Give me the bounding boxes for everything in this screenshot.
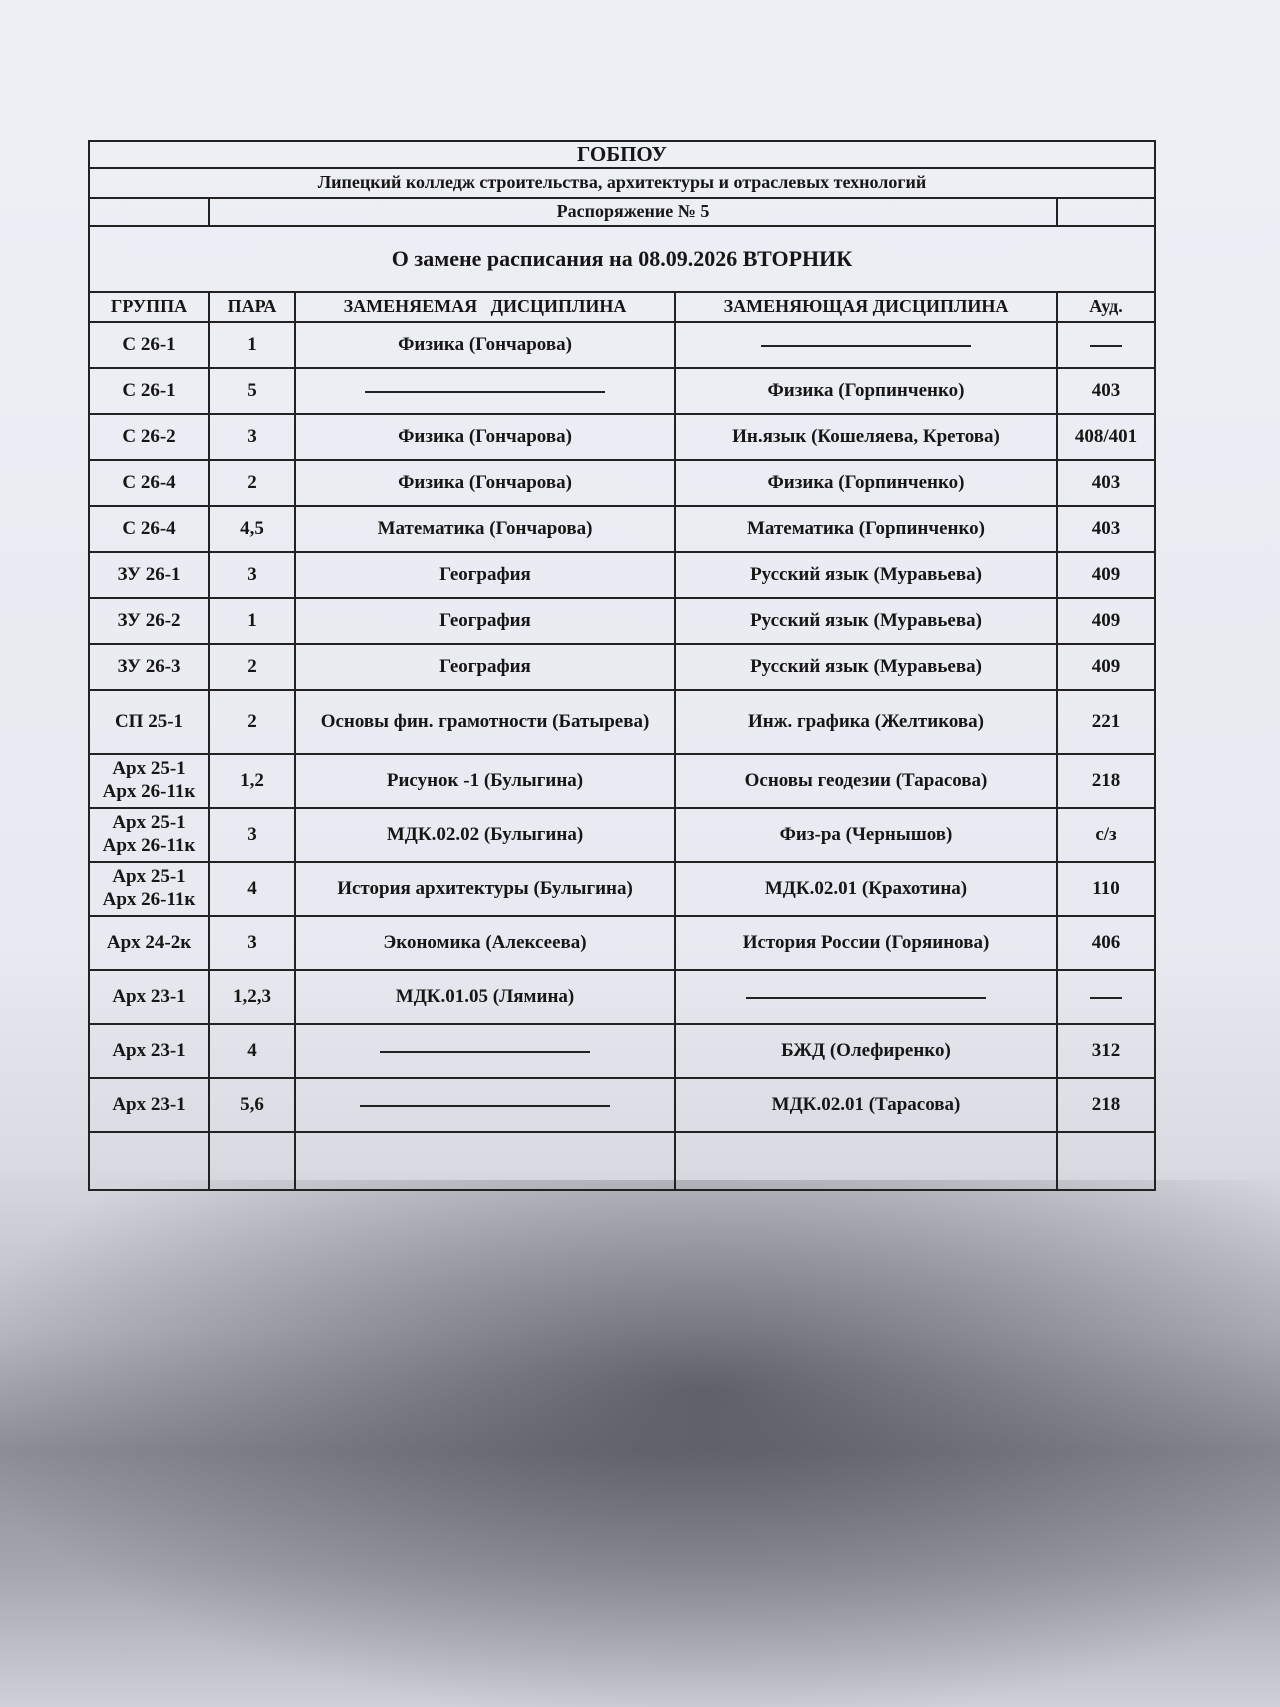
- pair-cell: 3: [209, 916, 295, 970]
- org-name: ГОБПОУ: [89, 141, 1155, 168]
- replacing-cell: Физика (Горпинченко): [675, 460, 1057, 506]
- group-cell: Арх 23-1: [89, 970, 209, 1024]
- order-number: Распоряжение № 5: [209, 198, 1057, 226]
- room-cell: 409: [1057, 644, 1155, 690]
- blank-cell: [89, 198, 209, 226]
- pair-cell: 1: [209, 322, 295, 368]
- group-cell: С 26-4: [89, 506, 209, 552]
- room-cell: [1057, 970, 1155, 1024]
- replacing-cell: Инж. графика (Желтикова): [675, 690, 1057, 754]
- group-cell: СП 25-1: [89, 690, 209, 754]
- group-name: Арх 25-1: [112, 812, 186, 834]
- pair-cell: 1: [209, 598, 295, 644]
- group-cell: С 26-1: [89, 368, 209, 414]
- blank-cell: [209, 1132, 295, 1190]
- replaced-cell: Физика (Гончарова): [295, 322, 675, 368]
- group-name: Арх 26-11к: [102, 781, 196, 803]
- room-cell: 403: [1057, 368, 1155, 414]
- replaced-cell: МДК.02.02 (Булыгина): [295, 808, 675, 862]
- group-cell: Арх 24-2к: [89, 916, 209, 970]
- replacing-cell: МДК.02.01 (Крахотина): [675, 862, 1057, 916]
- blank-line: [380, 1049, 590, 1053]
- table-row: [89, 598, 1155, 644]
- replaced-cell: Экономика (Алексеева): [295, 916, 675, 970]
- replacing-cell: Основы геодезии (Тарасова): [675, 754, 1057, 808]
- pair-cell: 3: [209, 414, 295, 460]
- table-row: [89, 916, 1155, 970]
- pair-cell: 1,2,3: [209, 970, 295, 1024]
- replacing-cell: Физика (Горпинченко): [675, 368, 1057, 414]
- table-row: [89, 808, 1155, 862]
- group-cell: [89, 808, 209, 862]
- table-row: [89, 644, 1155, 690]
- blank-line: [365, 389, 605, 393]
- group-cell: ЗУ 26-2: [89, 598, 209, 644]
- replaced-cell: Математика (Гончарова): [295, 506, 675, 552]
- blank-line: [1090, 995, 1122, 999]
- group-cell: ЗУ 26-3: [89, 644, 209, 690]
- replacing-cell: МДК.02.01 (Тарасова): [675, 1078, 1057, 1132]
- pair-cell: 4,5: [209, 506, 295, 552]
- table-row: [89, 414, 1155, 460]
- blank-line: [360, 1103, 610, 1107]
- table-row: [89, 970, 1155, 1024]
- pair-cell: 5,6: [209, 1078, 295, 1132]
- table-row: [89, 552, 1155, 598]
- table-row: [89, 460, 1155, 506]
- replacement-table: [88, 140, 1156, 1191]
- pair-cell: 3: [209, 552, 295, 598]
- room-cell: 312: [1057, 1024, 1155, 1078]
- group-cell: Арх 23-1: [89, 1078, 209, 1132]
- pair-cell: 3: [209, 808, 295, 862]
- room-cell: с/з: [1057, 808, 1155, 862]
- pair-cell: 1,2: [209, 754, 295, 808]
- page-title: О замене расписания на 08.09.2026 ВТОРНИК: [89, 226, 1155, 292]
- replaced-cell: [295, 368, 675, 414]
- pair-cell: 4: [209, 1024, 295, 1078]
- col-header-replacing: ЗАМЕНЯЮЩАЯ ДИСЦИПЛИНА: [675, 292, 1057, 322]
- photo-shadow: [0, 1180, 1280, 1707]
- group-cell: С 26-4: [89, 460, 209, 506]
- pair-cell: 2: [209, 690, 295, 754]
- replacing-cell: [675, 322, 1057, 368]
- blank-line: [761, 343, 971, 347]
- table-row: [89, 368, 1155, 414]
- replaced-cell: Основы фин. грамотности (Батырева): [295, 690, 675, 754]
- room-cell: 110: [1057, 862, 1155, 916]
- pair-cell: 4: [209, 862, 295, 916]
- group-name: Арх 25-1: [112, 866, 186, 888]
- replacing-cell: БЖД (Олефиренко): [675, 1024, 1057, 1078]
- room-cell: 403: [1057, 506, 1155, 552]
- room-cell: 409: [1057, 552, 1155, 598]
- replaced-cell: Физика (Гончарова): [295, 414, 675, 460]
- col-header-replaced: ЗАМЕНЯЕМАЯ ДИСЦИПЛИНА: [295, 292, 675, 322]
- replacing-cell: Русский язык (Муравьева): [675, 598, 1057, 644]
- table-row-empty: [89, 1132, 1155, 1190]
- pair-cell: 2: [209, 460, 295, 506]
- group-name: Арх 25-1: [112, 758, 186, 780]
- group-cell: С 26-2: [89, 414, 209, 460]
- blank-cell: [1057, 198, 1155, 226]
- room-cell: 218: [1057, 754, 1155, 808]
- table-row: [89, 1078, 1155, 1132]
- table-row: [89, 754, 1155, 808]
- replaced-cell: Физика (Гончарова): [295, 460, 675, 506]
- group-name: Арх 26-11к: [102, 835, 196, 857]
- blank-cell: [1057, 1132, 1155, 1190]
- document-sheet: [88, 140, 1154, 1191]
- pair-cell: 2: [209, 644, 295, 690]
- replacing-cell: Физ-ра (Чернышов): [675, 808, 1057, 862]
- room-cell: [1057, 322, 1155, 368]
- replaced-cell: География: [295, 552, 675, 598]
- group-cell: [89, 862, 209, 916]
- room-cell: 408/401: [1057, 414, 1155, 460]
- table-row: [89, 506, 1155, 552]
- college-name: Липецкий колледж строительства, архитектуры и отраслевых технологий: [89, 168, 1155, 198]
- group-cell: ЗУ 26-1: [89, 552, 209, 598]
- room-cell: 406: [1057, 916, 1155, 970]
- replaced-cell: География: [295, 598, 675, 644]
- table-row: [89, 690, 1155, 754]
- col-header-room: Ауд.: [1057, 292, 1155, 322]
- pair-cell: 5: [209, 368, 295, 414]
- replaced-cell: География: [295, 644, 675, 690]
- replaced-cell: МДК.01.05 (Лямина): [295, 970, 675, 1024]
- replacing-cell: Русский язык (Муравьева): [675, 552, 1057, 598]
- replacing-cell: Русский язык (Муравьева): [675, 644, 1057, 690]
- replacing-cell: Ин.язык (Кошеляева, Кретова): [675, 414, 1057, 460]
- replaced-cell: История архитектуры (Булыгина): [295, 862, 675, 916]
- replacing-cell: [675, 970, 1057, 1024]
- room-cell: 409: [1057, 598, 1155, 644]
- room-cell: 218: [1057, 1078, 1155, 1132]
- blank-cell: [295, 1132, 675, 1190]
- group-cell: С 26-1: [89, 322, 209, 368]
- col-header-group: ГРУППА: [89, 292, 209, 322]
- room-cell: 221: [1057, 690, 1155, 754]
- replaced-cell: Рисунок -1 (Булыгина): [295, 754, 675, 808]
- table-row: [89, 862, 1155, 916]
- blank-line: [746, 995, 986, 999]
- room-cell: 403: [1057, 460, 1155, 506]
- blank-line: [1090, 343, 1122, 347]
- table-row: [89, 322, 1155, 368]
- group-cell: Арх 23-1: [89, 1024, 209, 1078]
- replacing-cell: История России (Горяинова): [675, 916, 1057, 970]
- replaced-cell: [295, 1024, 675, 1078]
- table-row: [89, 1024, 1155, 1078]
- replaced-cell: [295, 1078, 675, 1132]
- blank-cell: [89, 1132, 209, 1190]
- replacing-cell: Математика (Горпинченко): [675, 506, 1057, 552]
- group-cell: [89, 754, 209, 808]
- col-header-pair: ПАРА: [209, 292, 295, 322]
- group-name: Арх 26-11к: [102, 889, 196, 911]
- blank-cell: [675, 1132, 1057, 1190]
